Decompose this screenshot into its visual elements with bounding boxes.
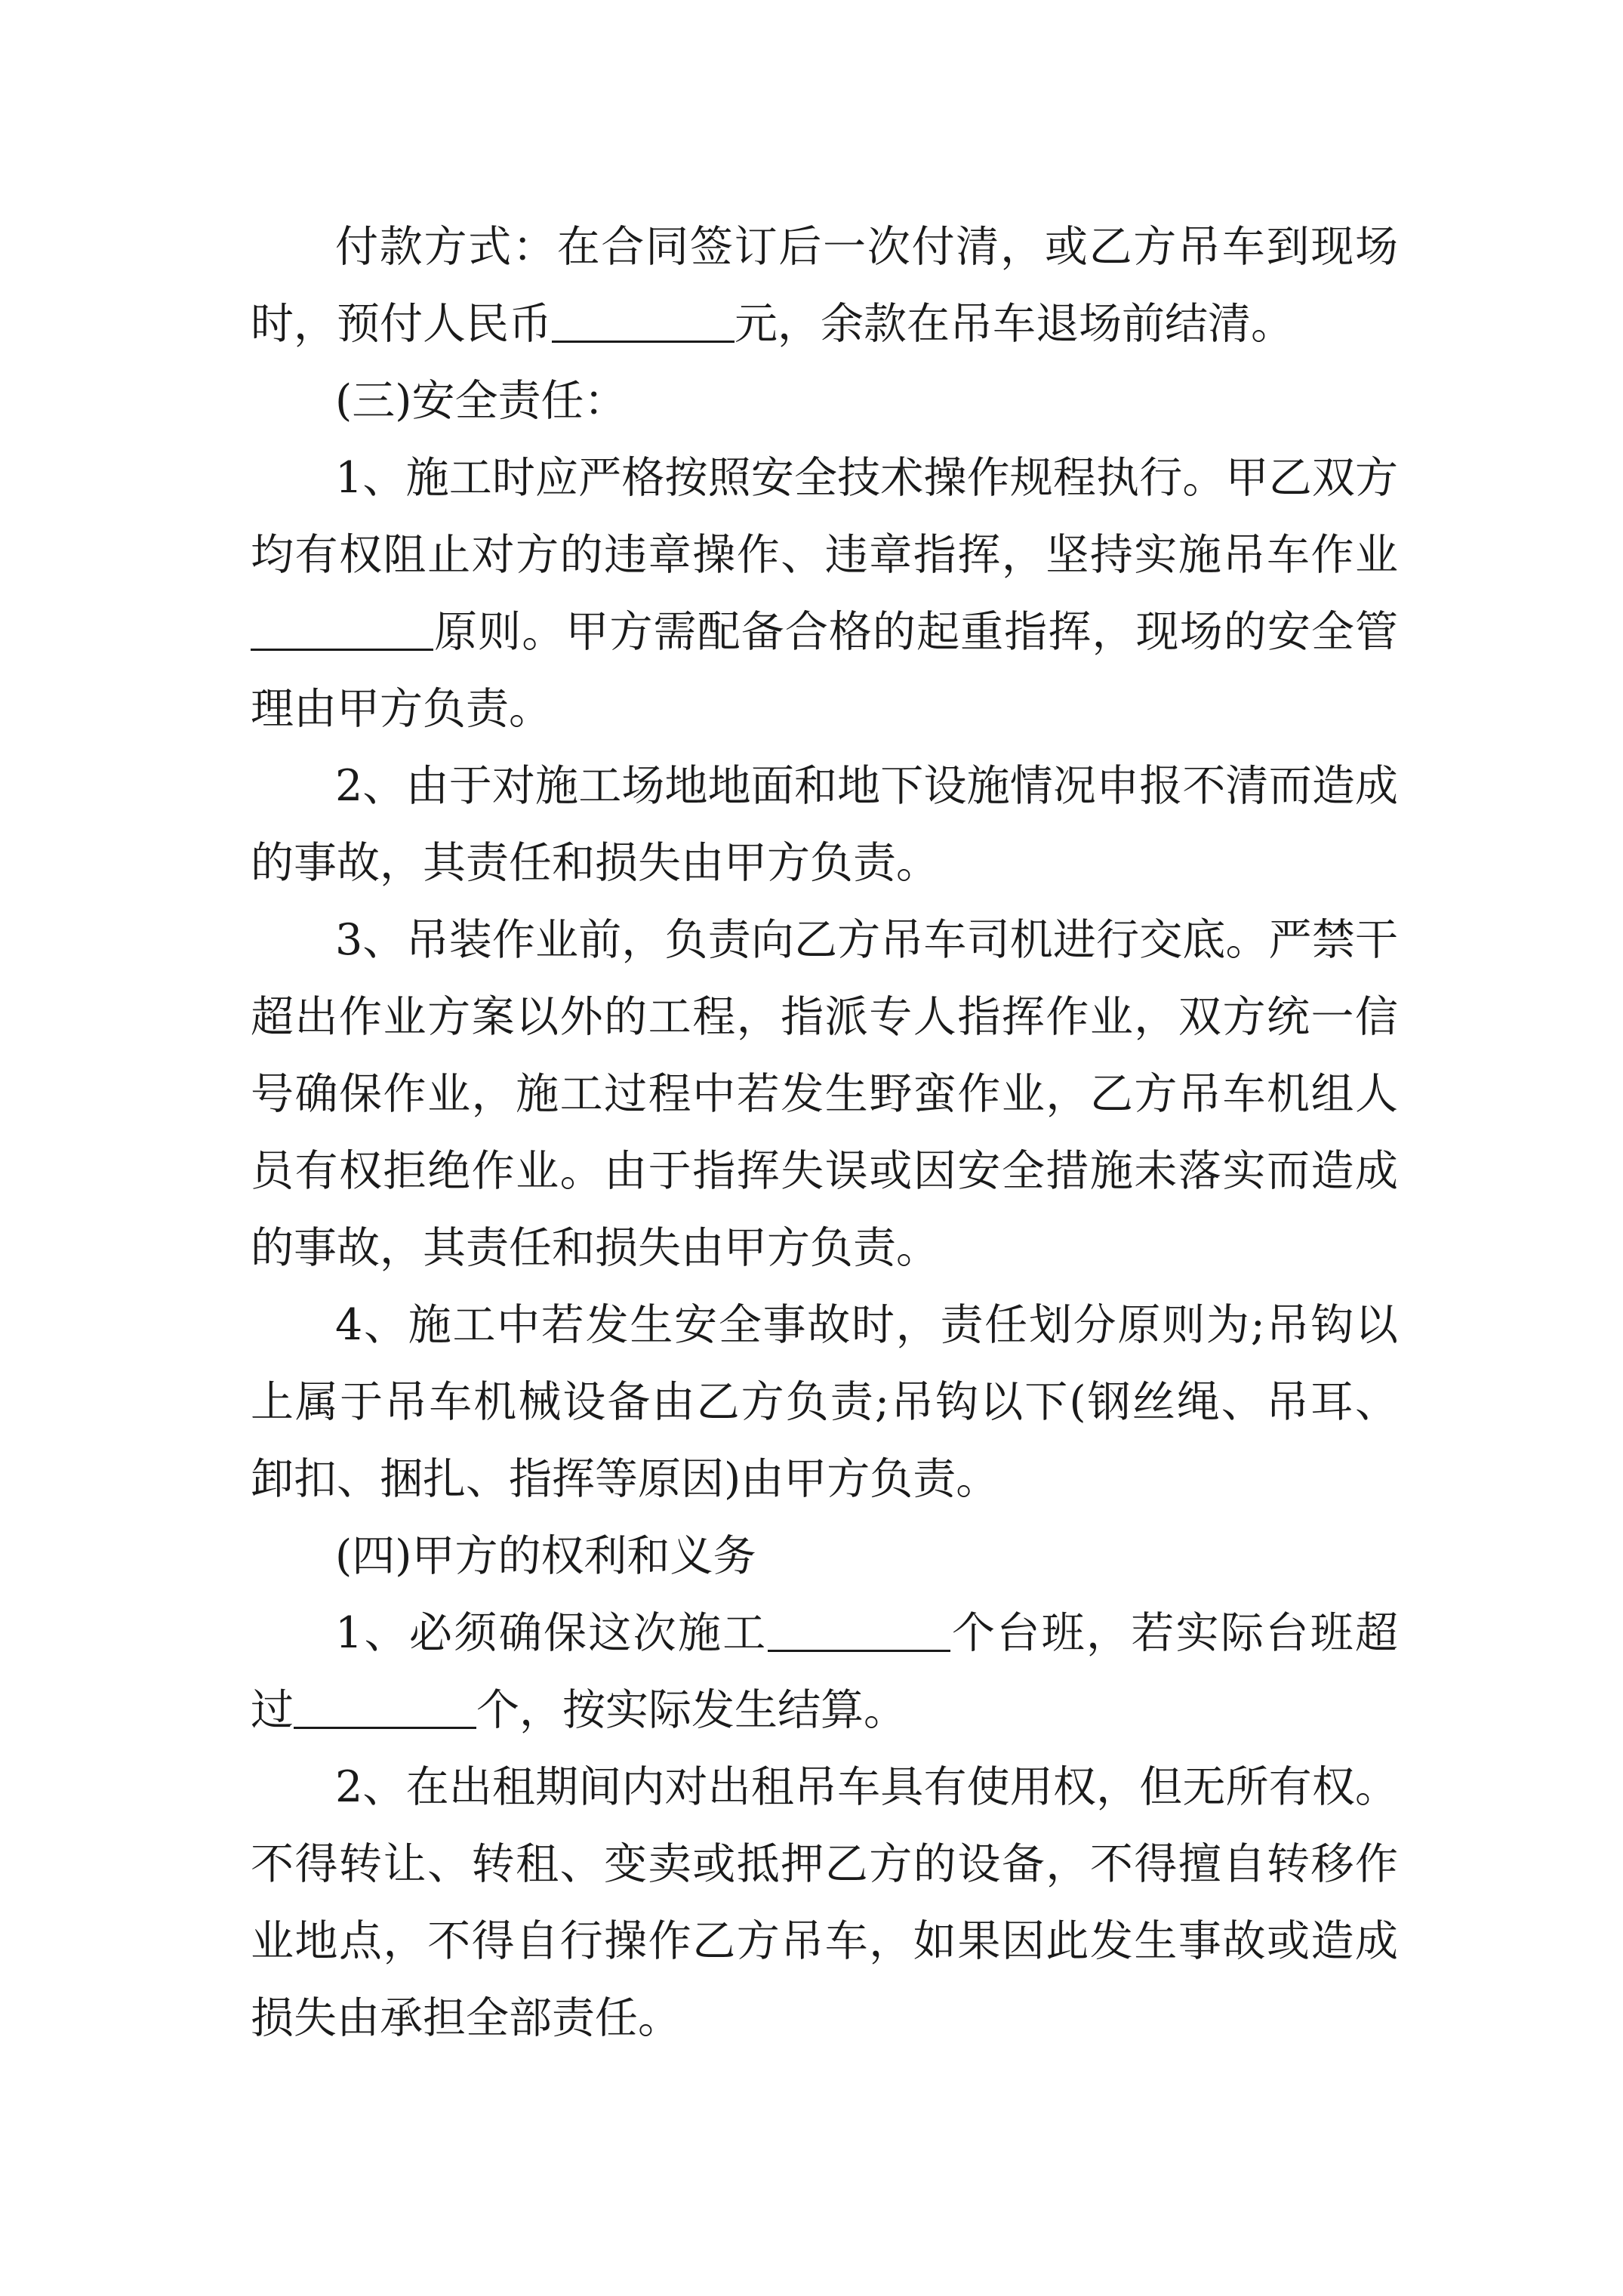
s4-item1-text-c: 个，按实际发生结算。 xyxy=(476,1685,907,1735)
s4-item1-excess-blank xyxy=(294,1684,476,1729)
s3-item1-text-b: 原则。甲方需配备合格的起重指挥，现场的安全管理由甲方负责。 xyxy=(251,607,1398,734)
section-3-title: (三)安全责任： xyxy=(335,376,627,426)
payment-paragraph xyxy=(251,208,1398,362)
section-3-item-1 xyxy=(251,439,1398,747)
section-4-title: (四)甲方的权利和义务 xyxy=(335,1531,756,1581)
document-body xyxy=(251,208,1398,2057)
s4-item1-shift-blank xyxy=(768,1607,950,1652)
section-3-item-3: 3、吊装作业前，负责向乙方吊车司机进行交底。严禁干超出作业方案以外的工程，指派专人指挥作业，双方统一信号确保作业，施工过程中若发生野蛮作业，乙方吊车机组人员有权拒绝作业。由于指挥失误或因安全措施未落实而造成的事故，其责任和损失由甲方负责。 xyxy=(251,915,1398,1273)
s4-item1-text-a: 1、必须确保这次施工 xyxy=(335,1608,768,1658)
s3-item1-blank xyxy=(251,606,433,651)
payment-amount-blank xyxy=(552,297,735,343)
section-3-item-4: 4、施工中若发生安全事故时，责任划分原则为;吊钩以上属于吊车机械设备由乙方负责;吊钩以下(钢丝绳、吊耳、卸扣、捆扎、指挥等原因)由甲方负责。 xyxy=(251,1300,1398,1504)
s3-item1-text-a: 1、施工时应严格按照安全技术操作规程执行。甲乙双方均有权阻止对方的违章操作、违章指挥，坚持实施吊车作业 xyxy=(251,453,1398,580)
section-4-item-2: 2、在出租期间内对出租吊车具有使用权，但无所有权。不得转让、转租、变卖或抵押乙方的设备，不得擅自转移作业地点，不得自行操作乙方吊车，如果因此发生事故或造成损失由承担全部责任。 xyxy=(251,1762,1398,2043)
s4-item1-text-b: 个台班，若实际台班超过 xyxy=(251,1608,1399,1735)
section-4-item-1 xyxy=(251,1595,1398,1749)
payment-text-a: 付款方式：在合同签订后一次付清，或乙方吊车到现场时，预付人民币 xyxy=(251,222,1398,349)
section-3-item-2: 2、由于对施工场地地面和地下设施情况申报不清而造成的事故，其责任和损失由甲方负责。 xyxy=(251,761,1398,888)
payment-text-b: 元，余款在吊车退场前结清。 xyxy=(735,299,1294,349)
